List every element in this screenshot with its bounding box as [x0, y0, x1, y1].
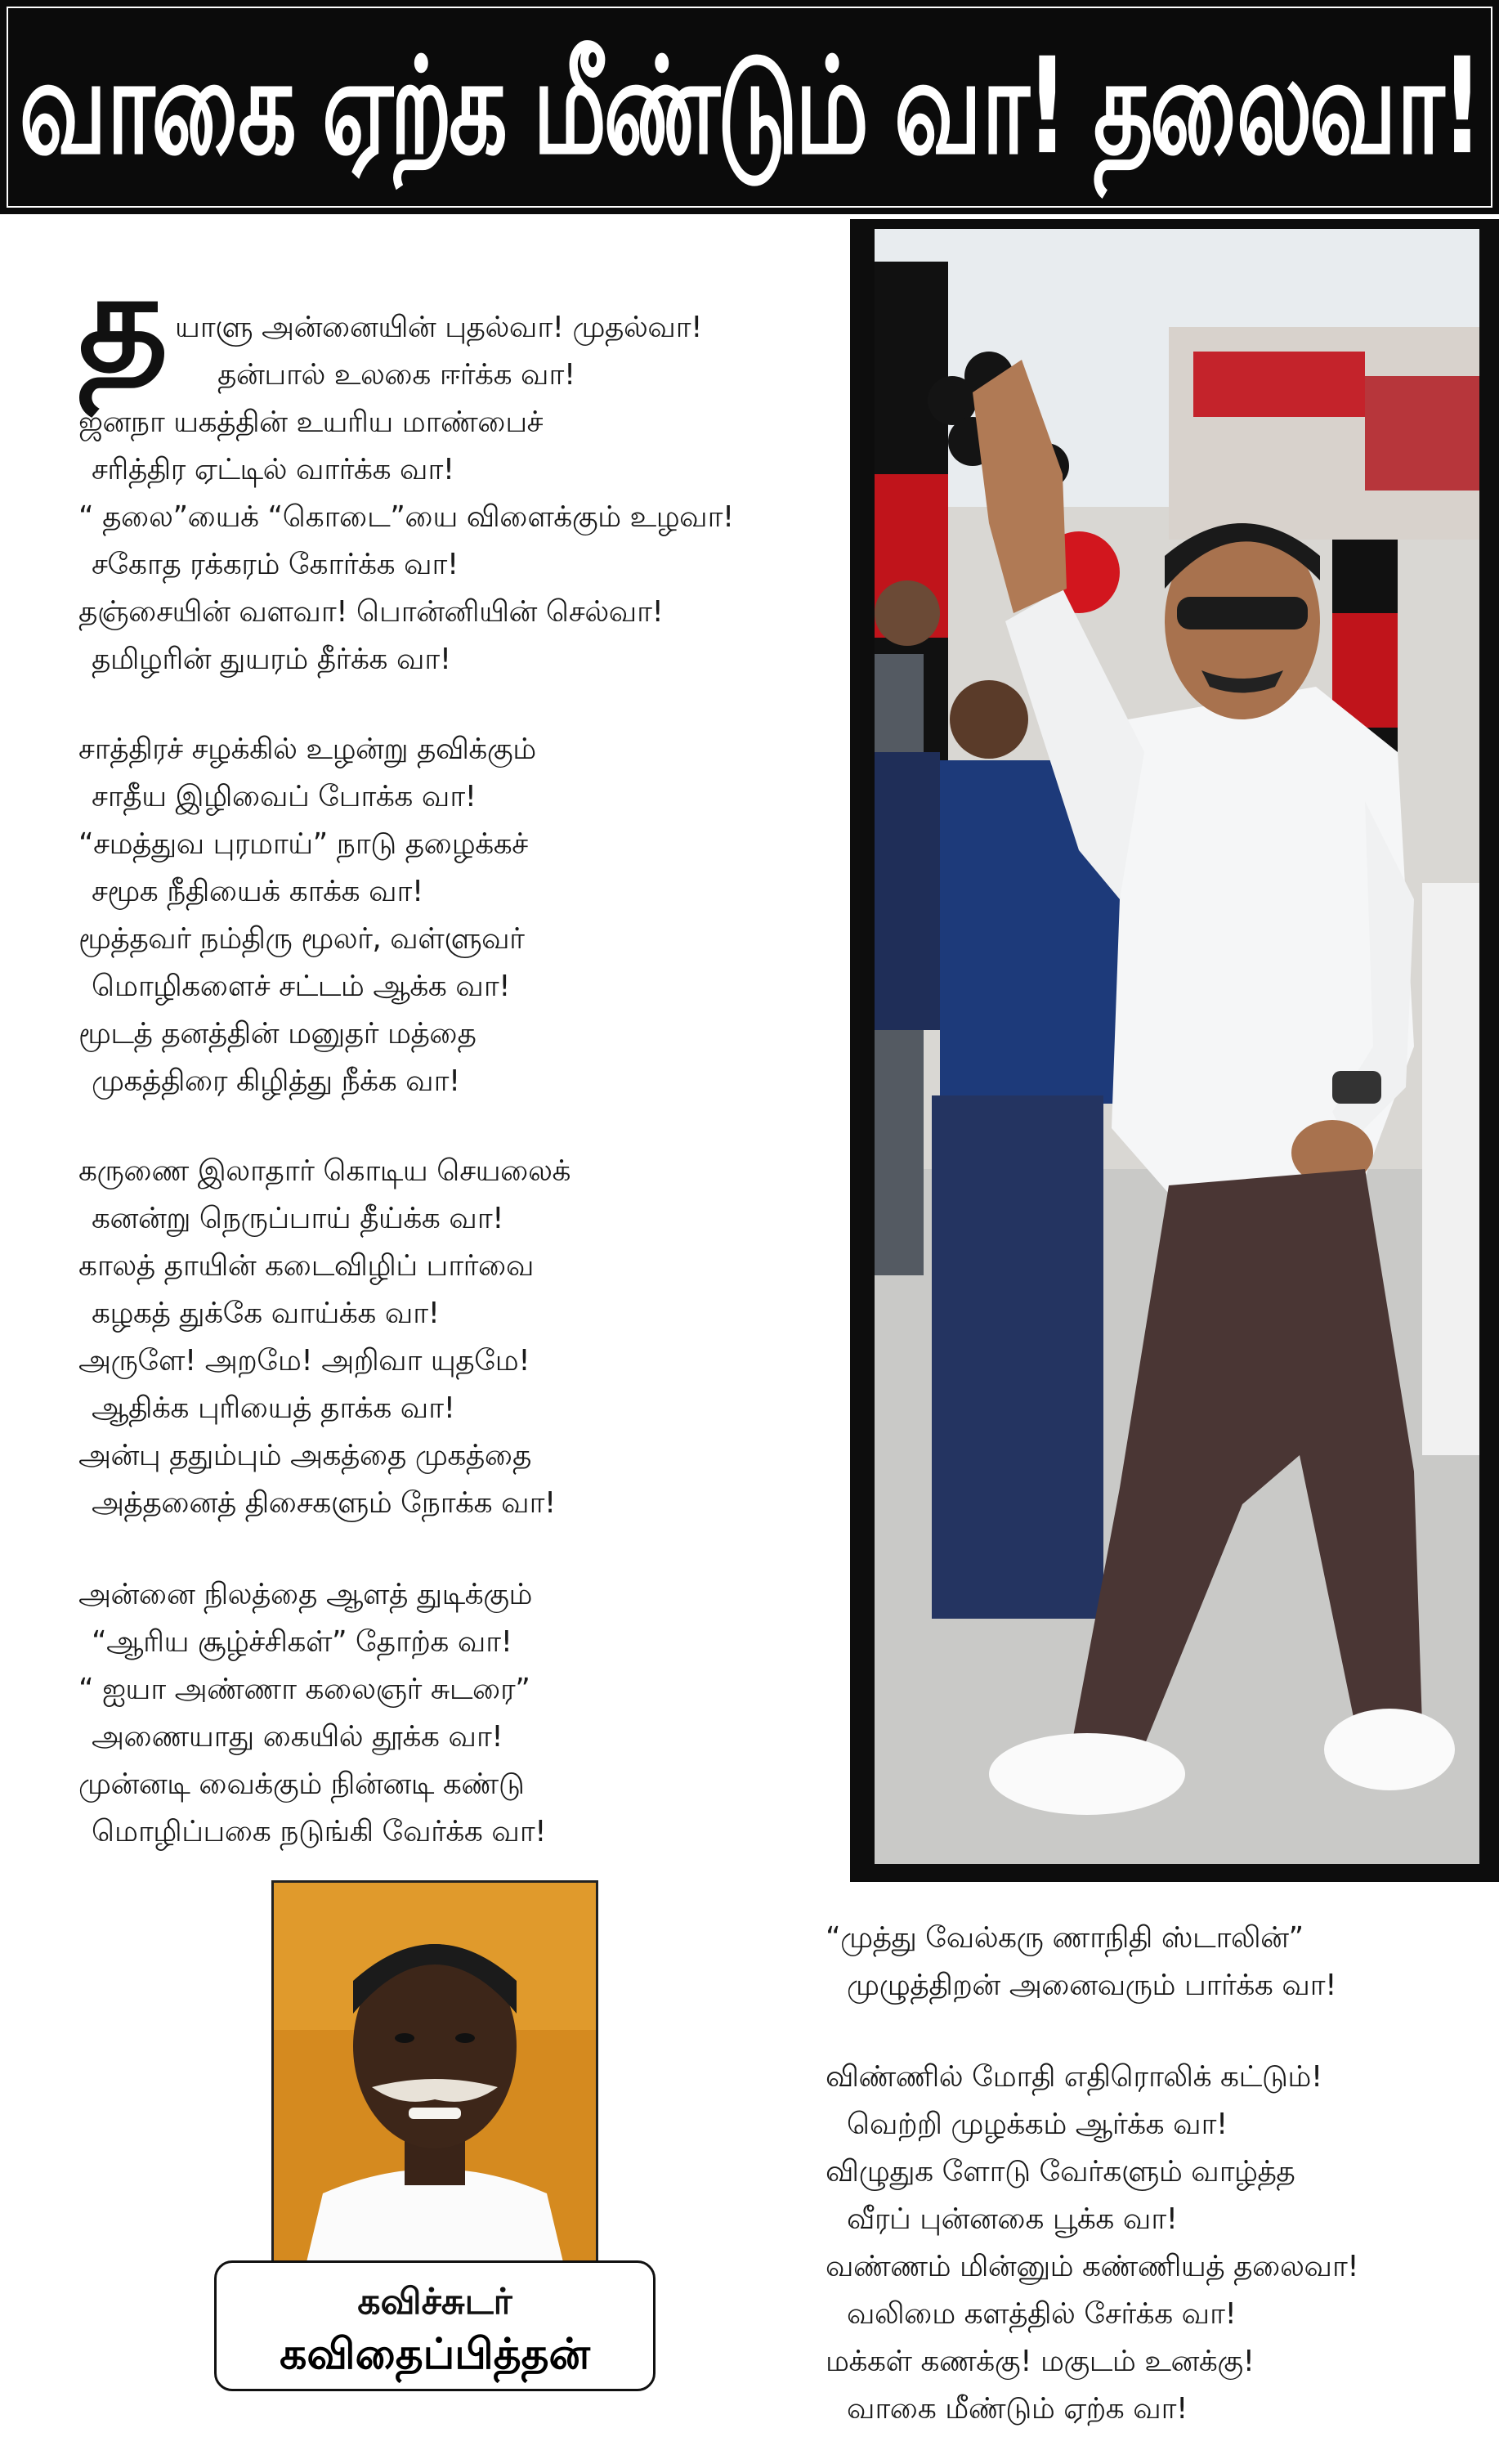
poet-caption — [214, 2260, 656, 2391]
poem-line: “சமத்துவ புரமாய்” நாடு தழைக்கச் — [78, 827, 528, 861]
leader-photo — [850, 219, 1499, 1882]
poem-line: “ஆரிய சூழ்ச்சிகள்” தோற்க வா! — [92, 1625, 512, 1659]
headline-box — [7, 7, 1492, 208]
poem-line: கழகத் துக்கே வாய்க்க வா! — [92, 1297, 440, 1330]
poem-line: யாளு அன்னையின் புதல்வா! முதல்வா! — [175, 311, 703, 344]
poem-line: கருணை இலாதார் கொடிய செயலைக் — [78, 1154, 571, 1188]
headline: வாகை ஏற்க மீண்டும் வா! தலைவா! — [19, 29, 1480, 185]
poet-portrait-illustration — [274, 1883, 596, 2262]
poem-line: அன்பு ததும்பும் அகத்தை முகத்தை — [78, 1439, 531, 1472]
poem-line: முன்னடி வைக்கும் நின்னடி கண்டு — [78, 1767, 525, 1801]
poem-line: வலிமை களத்தில் சேர்க்க வா! — [847, 2297, 1237, 2331]
leader-photo-image — [875, 229, 1479, 1864]
poem-line: மொழிப்பகை நடுங்கி வேர்க்க வா! — [92, 1815, 547, 1848]
poem-line: வீரப் புன்னகை பூக்க வா! — [847, 2202, 1178, 2236]
poem-line: மொழிகளைச் சட்டம் ஆக்க வா! — [92, 970, 511, 1003]
headline-band — [0, 0, 1499, 214]
poem-line: “ ஐயா அண்ணா கலைஞர் சுடரை” — [78, 1673, 530, 1706]
poem-line: அன்னை நிலத்தை ஆளத் துடிக்கும் — [78, 1578, 532, 1611]
poem-line: “ தலை”யைக் “கொடை”யை விளைக்கும் உழவா! — [78, 500, 734, 534]
poem-line: வெற்றி முழக்கம் ஆர்க்க வா! — [847, 2108, 1228, 2141]
poem-line: வாகை மீண்டும் ஏற்க வா! — [847, 2392, 1188, 2426]
poem-line: அருளே! அறமே! அறிவா யுதமே! — [78, 1344, 530, 1378]
poem-line: வண்ணம் மின்னும் கண்ணியத் தலைவா! — [826, 2250, 1359, 2283]
poem-line: தன்பால் உலகை ஈர்க்க வா! — [217, 358, 575, 392]
poem-line: விண்ணில் மோதி எதிரொலிக் கட்டும்! — [826, 2060, 1322, 2094]
poem-line: மூடத் தனத்தின் மனுதர் மத்தை — [78, 1017, 477, 1051]
leader-photo-illustration — [875, 229, 1479, 1864]
poem-line: சாதீய இழிவைப் போக்க வா! — [92, 780, 477, 813]
poem-line: முழுத்திறன் அனைவரும் பார்க்க வா! — [847, 1969, 1337, 2002]
poem-line: தமிழரின் துயரம் தீர்க்க வா! — [92, 643, 451, 676]
poem-line: சமூக நீதியைக் காக்க வா! — [92, 875, 423, 908]
drop-cap: த — [78, 240, 168, 402]
poem-line: ஜனநா யகத்தின் உயரிய மாண்பைச் — [78, 405, 544, 439]
poem-line: காலத் தாயின் கடைவிழிப் பார்வை — [78, 1249, 534, 1283]
poet-title: கவிச்சுடர் — [357, 2281, 512, 2323]
poem-line: தஞ்சையின் வளவா! பொன்னியின் செல்வா! — [78, 595, 664, 629]
poem-line: விழுதுக ளோடு வேர்களும் வாழ்த்த — [826, 2155, 1295, 2188]
poet-name: கவிதைப்பித்தன் — [280, 2330, 590, 2379]
poem-line: சகோத ரக்கரம் கோர்க்க வா! — [92, 548, 459, 581]
poem-line: மக்கள் கணக்கு! மகுடம் உனக்கு! — [826, 2345, 1255, 2378]
poem-line: சாத்திரச் சழக்கில் உழன்று தவிக்கும் — [78, 732, 536, 766]
poem-line: மூத்தவர் நம்திரு மூலர், வள்ளுவர் — [78, 922, 525, 956]
poet-portrait — [271, 1880, 598, 2265]
poem-line: சரித்திர ஏட்டில் வார்க்க வா! — [92, 453, 454, 486]
poem-line: ஆதிக்க புரியைத் தாக்க வா! — [92, 1391, 455, 1425]
poem-line: கனன்று நெருப்பாய் தீய்க்க வா! — [92, 1202, 504, 1235]
poem-line: “முத்து வேல்கரு ணாநிதி ஸ்டாலின்” — [826, 1921, 1304, 1955]
poem-line: முகத்திரை கிழித்து நீக்க வா! — [92, 1064, 460, 1098]
poem-line: அத்தனைத் திசைகளும் நோக்க வா! — [92, 1486, 556, 1520]
poem-line: அணையாது கையில் தூக்க வா! — [92, 1720, 503, 1754]
